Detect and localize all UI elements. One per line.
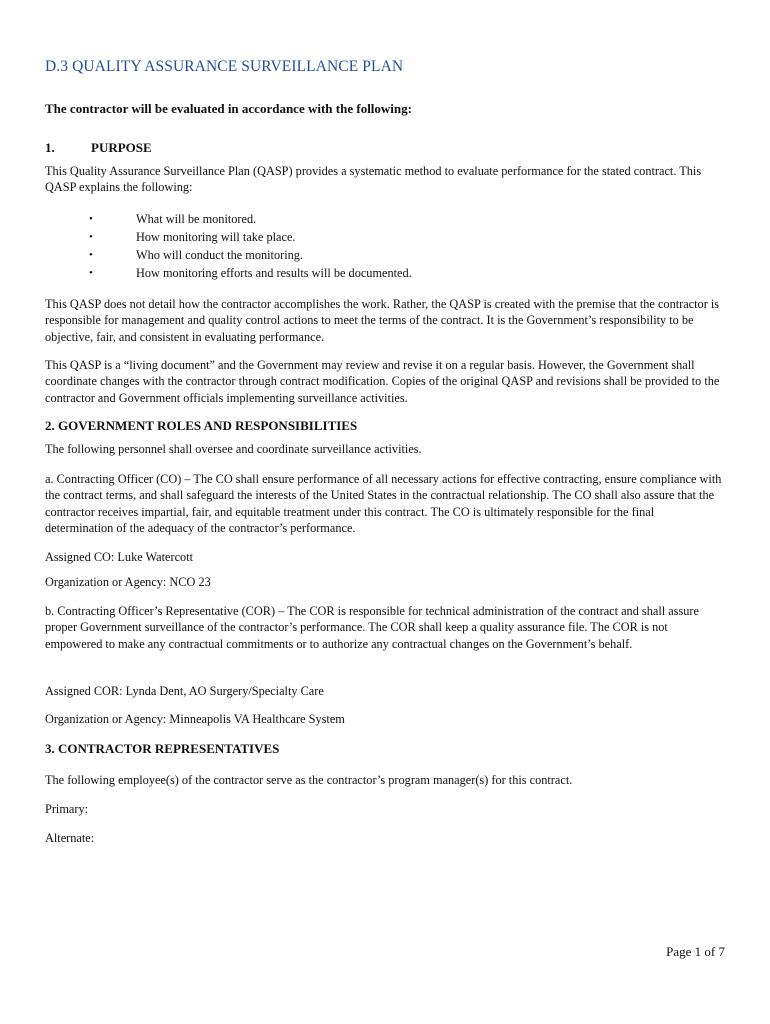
section-1-heading: PURPOSE — [91, 140, 152, 155]
living-document-paragraph: This QASP is a “living document” and the Government may review and revise it on a regular basis. However, the Government shall coordinate changes with the contractor through contract modification. Copies of the original QASP and revisions shall be provided to the contractor and Government officials implementing surveillance activities. — [45, 358, 720, 405]
assigned-cor: Assigned COR: Lynda Dent, AO Surgery/Specialty Care — [45, 684, 324, 698]
list-item-text: How monitoring efforts and results will be documented. — [136, 266, 412, 280]
list-item-text: How monitoring will take place. — [136, 230, 296, 244]
alternate-label: Alternate: — [45, 831, 95, 845]
cor-paragraph: b. Contracting Officer’s Representative (COR) – The COR is responsible for technical administration of the contract and shall assure proper Government surveillance of the contractor’s performance. The COR shall keep a quality assurance file. The COR is not empowered to make any contractual commitments or to authorize any contractual changes on the Government’s behalf. — [45, 604, 699, 651]
assigned-co: Assigned CO: Luke Watercott — [45, 550, 194, 564]
section-2-heading: 2. GOVERNMENT ROLES AND RESPONSIBILITIES — [45, 418, 358, 433]
cor-organization: Organization or Agency: Minneapolis VA Healthcare System — [45, 712, 345, 726]
bullet-icon: • — [89, 267, 93, 279]
list-item-text: What will be monitored. — [136, 212, 257, 226]
document-title: D.3 QUALITY ASSURANCE SURVEILLANCE PLAN — [45, 58, 404, 75]
primary-label: Primary: — [45, 802, 89, 816]
bullet-icon: • — [89, 231, 93, 243]
purpose-paragraph: This Quality Assurance Surveillance Plan (QASP) provides a systematic method to evaluate performance for the stated contract. This QASP explains the following: — [45, 164, 702, 195]
contracting-officer-paragraph: a. Contracting Officer (CO) – The CO shall ensure performance of all necessary actions for effective contracting, ensure compliance with the contract terms, and shall safeguard the interests of the United States in the contractual relationship. The CO shall also assure that the contractor receives impartial, fair, and equitable treatment under this contract. The CO is ultimately responsible for the final determination of the adequacy of the contractor’s performance. — [45, 472, 722, 536]
bullet-icon: • — [89, 213, 93, 225]
lead-statement: The contractor will be evaluated in accordance with the following: — [45, 101, 412, 116]
bullet-icon: • — [89, 249, 93, 261]
page-number: Page 1 of 7 — [666, 944, 725, 959]
list-item-text: Who will conduct the monitoring. — [136, 248, 304, 262]
section-1-number: 1. — [45, 140, 55, 155]
document-page — [45, 0, 725, 1024]
qasp-scope-paragraph: This QASP does not detail how the contractor accomplishes the work. Rather, the QASP is created with the premise that the contractor is responsible for management and quality control actions to meet the terms of the contract. It is the Government’s responsibility to be objective, fair, and consistent in evaluating performance. — [45, 297, 720, 344]
co-organization: Organization or Agency: NCO 23 — [45, 575, 211, 589]
section-3-intro: The following employee(s) of the contractor serve as the contractor’s program manager(s) for this contract. — [45, 773, 573, 787]
section-3-heading: 3. CONTRACTOR REPRESENTATIVES — [45, 741, 280, 756]
section-2-intro: The following personnel shall oversee and coordinate surveillance activities. — [45, 442, 422, 456]
